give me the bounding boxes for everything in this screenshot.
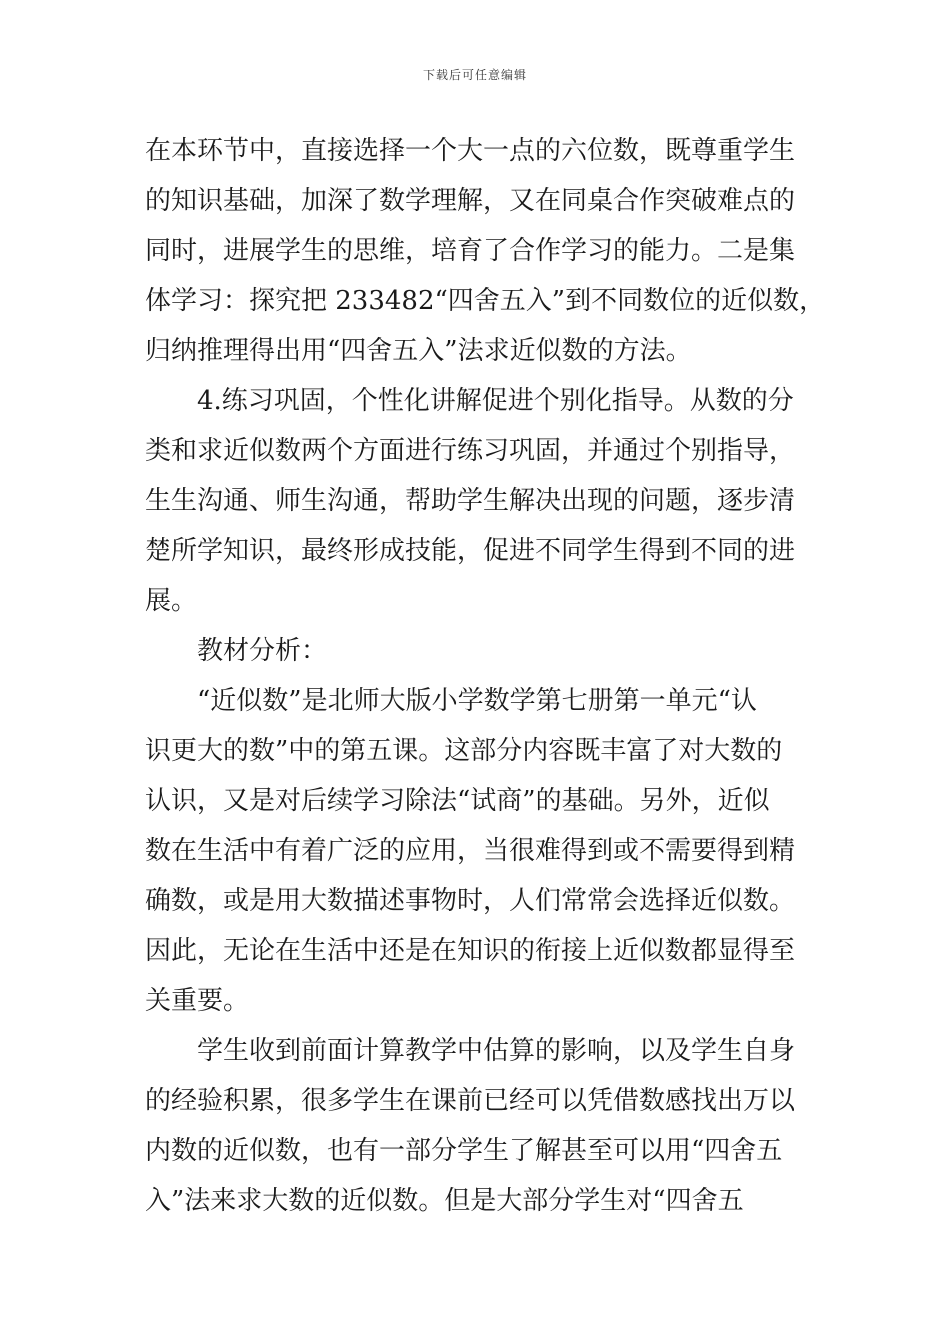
text-line: 在本环节中，直接选择一个大一点的六位数，既尊重学生 [145,136,796,166]
text-line: 确数，或是用大数描述事物时，人们常常会选择近似数。 [145,886,796,916]
text-line: 4.练习巩固，个性化讲解促进个别化指导。从数的分 [197,386,794,416]
text-line: 内数的近似数，也有一部分学生了解甚至可以用“四舍五 [145,1136,783,1166]
text-line: 体学习：探究把 233482“四舍五入”到不同数位的近似数， [145,286,826,316]
text-line: 类和求近似数两个方面进行练习巩固，并通过个别指导， [145,436,796,466]
text-line: 的经验积累，很多学生在课前已经可以凭借数感找出万以 [145,1086,796,1116]
text-line: 归纳推理得出用“四舍五入”法求近似数的方法。 [145,336,692,366]
text-line: 的知识基础，加深了数学理解，又在同桌合作突破难点的 [145,186,796,216]
text-line: 入”法来求大数的近似数。但是大部分学生对“四舍五 [145,1186,744,1216]
text-line: 同时，进展学生的思维，培育了合作学习的能力。二是集 [145,236,796,266]
text-line: 认识，又是对后续学习除法“试商”的基础。另外，近似 [145,786,770,816]
text-line: 生生沟通、师生沟通，帮助学生解决出现的问题，逐步清 [145,486,796,516]
text-line: 因此，无论在生活中还是在知识的衔接上近似数都显得至 [145,936,796,966]
text-line: 关重要。 [145,986,250,1016]
text-line: 数在生活中有着广泛的应用，当很难得到或不需要得到精 [145,836,796,866]
text-line: “近似数”是北师大版小学数学第七册第一单元“认 [197,686,757,716]
body-text [145,126,826,1226]
text-line: 楚所学知识，最终形成技能，促进不同学生得到不同的进 [145,536,796,566]
section-heading: 教材分析： [197,636,328,666]
page-header: 下载后可任意编辑 [422,68,527,82]
text-line: 识更大的数”中的第五课。这部分内容既丰富了对大数的 [145,736,783,766]
text-line: 展。 [145,586,198,616]
text-line: 学生收到前面计算教学中估算的影响，以及学生自身 [197,1036,796,1066]
